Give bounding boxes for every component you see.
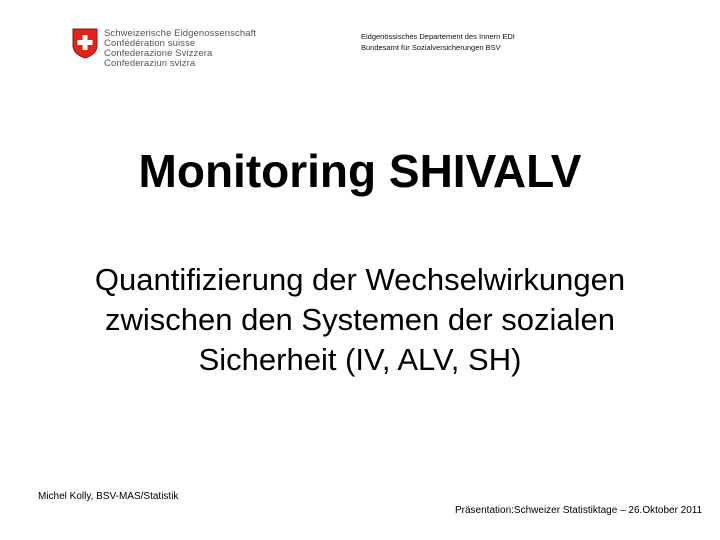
presentation-info: Präsentation:Schweizer Statistiktage – 26.Oktober 2011	[455, 505, 703, 516]
department-block	[361, 31, 515, 53]
subtitle-line-1: Quantifizierung der Wechselwirkungen	[94, 262, 626, 297]
author-credit: Michel Kolly, BSV-MAS/Statistik	[38, 491, 179, 502]
subtitle-line-2: zwischen den Systemen der sozialen	[104, 302, 616, 337]
confederation-line-rm: Confederaziun svizra	[104, 58, 196, 69]
page-title: Monitoring SHIVALV	[138, 145, 582, 197]
department-name: Eidgenössisches Departement des Innern EDI	[361, 32, 515, 41]
confederation-line-de: Schweizerische Eidgenossenschaft	[104, 28, 257, 39]
subtitle-line-3: Sicherheit (IV, ALV, SH)	[198, 342, 522, 377]
page-subtitle	[0, 260, 720, 380]
office-name: Bundesamt für Sozialversicherungen BSV	[361, 43, 501, 52]
confederation-line-it: Confederazione Svizzera	[104, 48, 213, 59]
cross-horizontal	[78, 40, 93, 45]
swiss-cross-shield-icon	[72, 28, 98, 59]
confederation-name	[104, 29, 256, 69]
confederation-line-fr: Confédération suisse	[104, 38, 196, 49]
